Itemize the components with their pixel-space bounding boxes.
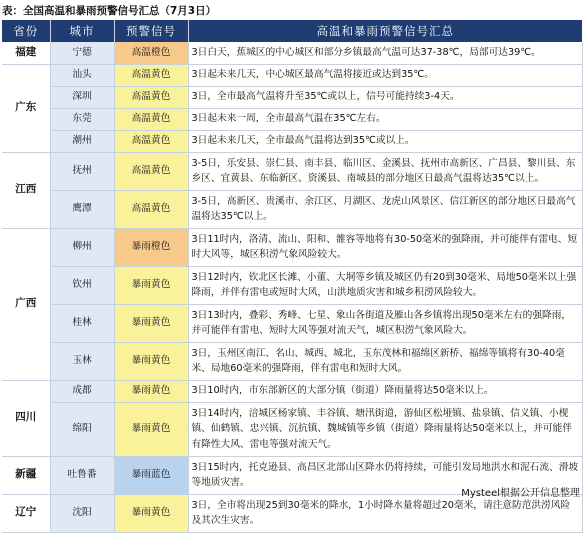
header-row [2, 20, 582, 42]
header-city: 城市 [50, 20, 114, 42]
province-cell: 江西 [2, 152, 50, 228]
warning-level-cell: 高温橙色 [114, 42, 188, 64]
table-row [2, 190, 582, 228]
warning-level-cell: 高温黄色 [114, 152, 188, 190]
city-cell: 鹰潭 [50, 190, 114, 228]
province-cell: 辽宁 [2, 494, 50, 532]
table-row [2, 42, 582, 64]
warning-summary-table [2, 20, 583, 533]
province-cell: 福建 [2, 42, 50, 64]
warning-level-cell: 高温黄色 [114, 130, 188, 152]
warning-level-cell: 高温黄色 [114, 108, 188, 130]
warning-level-cell: 暴雨橙色 [114, 228, 188, 266]
warning-description-cell: 3日14时内，涪城区杨家镇、丰谷镇、塘汛街道，游仙区松垭镇、盐泉镇、信义镇、小枧镇、仙鹤镇、忠兴镇、沉抗镇、魏城镇等乡镇（街道）降雨量将达50毫米以上，并可能伴有降性大风、雷电等强对流天气。 [188, 402, 582, 456]
warning-level-cell: 暴雨黄色 [114, 380, 188, 402]
province-cell: 新疆 [2, 456, 50, 494]
warning-level-cell: 暴雨黄色 [114, 402, 188, 456]
header-summary: 高温和暴雨预警信号汇总 [188, 20, 582, 42]
warning-level-cell: 高温黄色 [114, 86, 188, 108]
table-row [2, 86, 582, 108]
table-caption: 表：全国高温和暴雨预警信号汇总（7月3日） [2, 5, 217, 17]
table-row [2, 304, 582, 342]
table-row [2, 266, 582, 304]
table-row [2, 130, 582, 152]
province-cell: 广西 [2, 228, 50, 380]
table-row [2, 342, 582, 380]
province-cell: 四川 [2, 380, 50, 456]
warning-description-cell: 3日白天，蕉城区的中心城区和部分乡镇最高气温可达37-38℃，局部可达39℃。 [188, 42, 582, 64]
warning-description-cell: 3日，全市将出现25到30毫米的降水，1小时降水量将超过20毫米，请注意防范洪涝风险及其次生灾害。 [188, 494, 582, 532]
source-footer: Mysteel根据公开信息整理 [461, 488, 580, 499]
warning-level-cell: 暴雨黄色 [114, 494, 188, 532]
warning-level-cell: 高温黄色 [114, 190, 188, 228]
warning-description-cell: 3-5日，高新区、贵溪市、余江区、月湖区、龙虎山风景区、信江新区的部分地区日最高气温将达35℃以上。 [188, 190, 582, 228]
city-cell: 东莞 [50, 108, 114, 130]
city-cell: 潮州 [50, 130, 114, 152]
warning-level-cell: 暴雨黄色 [114, 266, 188, 304]
table-row [2, 402, 582, 456]
warning-level-cell: 暴雨黄色 [114, 304, 188, 342]
table-body [2, 42, 582, 532]
city-cell: 柳州 [50, 228, 114, 266]
city-cell: 抚州 [50, 152, 114, 190]
warning-level-cell: 暴雨蓝色 [114, 456, 188, 494]
city-cell: 玉林 [50, 342, 114, 380]
table-row [2, 64, 582, 86]
warning-level-cell: 高温黄色 [114, 64, 188, 86]
warning-description-cell: 3日起未来几天，中心城区最高气温将接近或达到35℃。 [188, 64, 582, 86]
table-row [2, 228, 582, 266]
warning-description-cell: 3-5日，乐安县、崇仁县、南丰县、临川区、金溪县、抚州市高新区、广昌县、黎川县、东乡区、宜黄县、东临新区、资溪县、南城县的部分地区日最高气温将达35℃以上。 [188, 152, 582, 190]
city-cell: 宁德 [50, 42, 114, 64]
table-row [2, 152, 582, 190]
header-province: 省份 [2, 20, 50, 42]
city-cell: 桂林 [50, 304, 114, 342]
warning-description-cell: 3日起未来几天，全市最高气温将达到35℃或以上。 [188, 130, 582, 152]
table-row [2, 380, 582, 402]
header-level: 预警信号 [114, 20, 188, 42]
table-row [2, 108, 582, 130]
warning-description-cell: 3日11时内，洛清、流山、阳和、雒容等地将有30-50毫米的强降雨，并可能伴有雷电、短时大风等，城区积涝气象风险较大。 [188, 228, 582, 266]
city-cell: 钦州 [50, 266, 114, 304]
warning-description-cell: 3日13时内，叠彩、秀峰、七星、象山各街道及雁山各乡镇将出现50毫米左右的强降雨，并可能伴有雷电、短时大风等强对流天气，城区积涝气象风险大。 [188, 304, 582, 342]
city-cell: 深圳 [50, 86, 114, 108]
warning-description-cell: 3日12时内，钦北区长滩、小董、大垌等乡镇及城区仍有20到30毫米、局地50毫米以上强降雨，并伴有雷电或短时大风，山洪地质灾害和城乡积涝风险较大。 [188, 266, 582, 304]
warning-level-cell: 暴雨黄色 [114, 342, 188, 380]
city-cell: 汕头 [50, 64, 114, 86]
warning-description-cell: 3日起未来一周，全市最高气温在35℃左右。 [188, 108, 582, 130]
warning-description-cell: 3日，全市最高气温将升至35℃或以上，信号可能持续3-4天。 [188, 86, 582, 108]
city-cell: 成都 [50, 380, 114, 402]
province-cell: 广东 [2, 64, 50, 152]
city-cell: 沈阳 [50, 494, 114, 532]
city-cell: 吐鲁番 [50, 456, 114, 494]
warning-description-cell: 3日15时内，托克逊县、高昌区北部山区降水仍将持续，可能引发局地洪水和泥石流、滑坡等地质灾害。 [188, 456, 582, 494]
warning-description-cell: 3日10时内，市东部新区的大部分镇（街道）降雨量将达50毫米以上。 [188, 380, 582, 402]
warning-description-cell: 3日，玉州区南江、名山、城西、城北，玉东茂林和福绵区新桥、福绵等镇将有30-40毫米、局地60毫米的强降雨，伴有雷电和短时大风。 [188, 342, 582, 380]
city-cell: 绵阳 [50, 402, 114, 456]
